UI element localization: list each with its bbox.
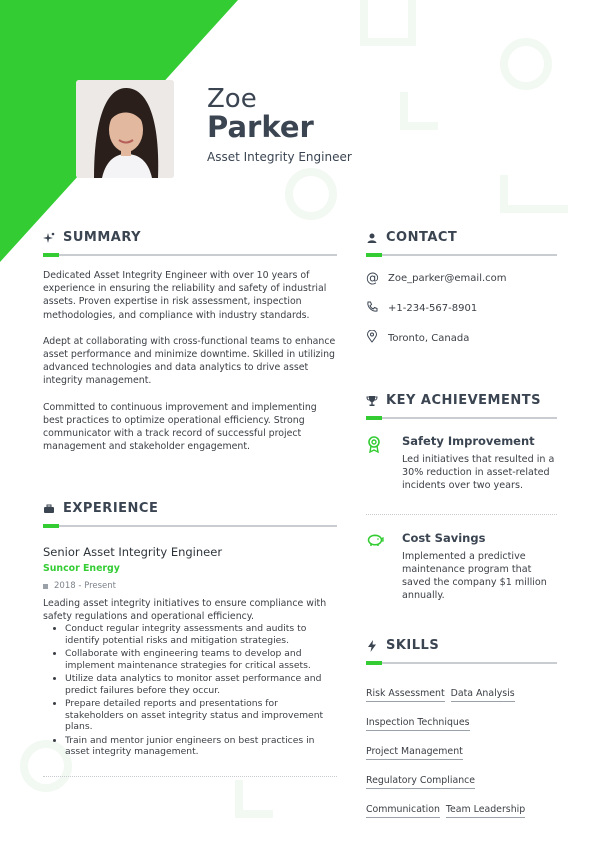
achievement-title: Cost Savings [402,531,486,545]
achievement-item [366,531,557,602]
skill-tag: Communication [366,804,440,818]
job-bullet: • Prepare detailed reports and presentations for stakeholders on asset integrity status and improvement plans. [65,698,337,733]
achievement-title: Safety Improvement [402,434,535,448]
decor-square [360,0,416,46]
briefcase-icon [43,503,55,515]
job-separator [43,776,337,777]
decor-circle [285,168,337,220]
skills-heading [366,638,557,653]
summary-heading-label: SUMMARY [63,230,142,245]
skill-tag: Team Leadership [446,804,525,818]
sparkle-icon [43,232,55,244]
skills-list [366,681,557,826]
award-ribbon-icon [366,434,390,492]
skill-tag: Regulatory Compliance [366,775,475,789]
contact-section [366,230,557,353]
job-bullets [43,623,337,758]
trophy-icon [366,395,378,407]
job-bullet: • Train and mentor junior engineers on best practices in asset integrity management. [65,735,337,758]
experience-heading [43,501,337,516]
lightning-icon [366,640,378,652]
experience-heading-label: EXPERIENCE [63,501,159,516]
achievement-description: Led initiatives that resulted in a 30% reduction in asset-related incidents over two years. [402,454,555,491]
summary-paragraph: Adept at collaborating with cross-functional teams to enhance asset performance and minimize downtime. Skilled in utilizing advanced technologies and data analytics to drive asset integrity management. [43,335,336,387]
job-bullet: • Utilize data analytics to monitor asset performance and predict failures before they occur. [65,673,337,696]
summary-paragraph: Dedicated Asset Integrity Engineer with over 10 years of experience in ensuring the reliability and safety of industrial assets. Proven expertise in risk assessment, inspection methodologies, and compliance with industry standards. [43,270,327,321]
achievements-divider [366,417,557,419]
achievement-separator [366,514,557,515]
decor-corner [235,780,273,818]
job-role: Senior Asset Integrity Engineer [43,545,223,559]
achievements-section [366,393,557,602]
job-dates: 2018 - Present [54,581,116,591]
skill-tag: Risk Assessment [366,688,445,702]
summary-section [43,230,337,466]
summary-divider [43,254,337,256]
last-name: Parker [207,110,314,144]
contact-email[interactable]: Zoe_parker@email.com [388,272,507,284]
person-icon [366,232,378,244]
achievements-heading [366,393,557,408]
job-bullet: • Collaborate with engineering teams to develop and implement maintenance strategies for critical assets. [65,648,337,671]
summary-heading [43,230,337,245]
achievements-heading-label: KEY ACHIEVEMENTS [386,393,541,408]
experience-section [43,501,337,777]
job-company: Suncor Energy [43,563,120,574]
achievement-description: Implemented a predictive maintenance program that saved the company $1 million annually. [402,551,547,601]
contact-location-row [366,323,557,353]
piggy-bank-icon [366,531,390,602]
contact-heading [366,230,557,245]
skill-tag: Inspection Techniques [366,717,470,731]
skills-divider [366,662,557,664]
job-title: Asset Integrity Engineer [207,150,352,164]
first-name: Zoe [207,84,257,114]
decor-corner [500,175,568,213]
summary-paragraph: Committed to continuous improvement and implementing best practices to optimize operational efficiency. Strong communicator with a track record of successful project management and stakeholder engagement. [43,401,317,453]
contact-email-row[interactable] [366,263,557,293]
at-icon: @ [366,270,379,286]
skill-tag: Data Analysis [451,688,515,702]
contact-divider [366,254,557,256]
location-pin-icon [366,330,380,346]
contact-location: Toronto, Canada [388,332,470,344]
skill-tag: Project Management [366,746,463,760]
achievement-item [366,434,557,492]
contact-heading-label: CONTACT [386,230,458,245]
skills-section [366,638,557,826]
skills-heading-label: SKILLS [386,638,440,653]
experience-divider [43,525,337,527]
job-entry [43,545,337,758]
decor-corner [400,92,438,130]
phone-icon [366,301,380,316]
calendar-icon [43,584,48,589]
job-intro: Leading asset integrity initiatives to ensure compliance with safety regulations and operational efficiency. [43,598,327,622]
decor-circle [500,38,552,90]
profile-photo [76,80,174,178]
contact-phone-row[interactable] [366,293,557,323]
job-bullet: • Conduct regular integrity assessments and audits to identify potential risks and mitigation strategies. [65,623,337,646]
contact-phone[interactable]: +1-234-567-8901 [388,302,478,314]
